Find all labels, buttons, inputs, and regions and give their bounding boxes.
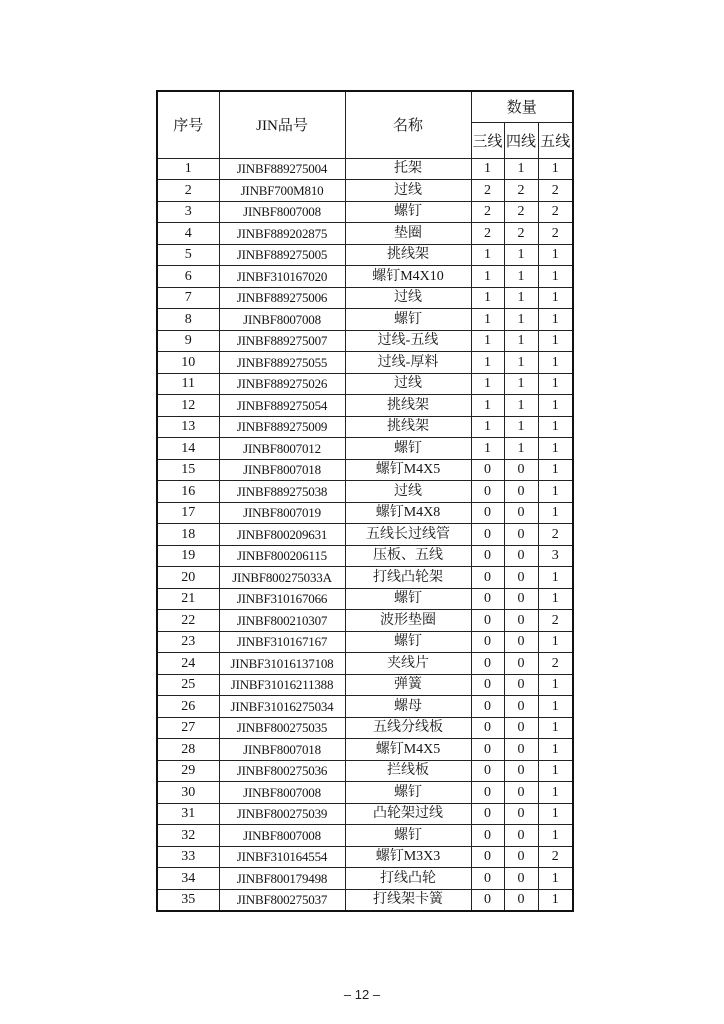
table-row: [157, 502, 573, 524]
qty-three-thread-cell: 0: [471, 567, 504, 589]
row-number-cell: 25: [157, 674, 219, 696]
qty-five-thread-cell: 1: [538, 309, 573, 331]
part-name-cell: 过线-五线: [345, 330, 471, 352]
part-name-cell: 螺钉: [345, 201, 471, 223]
row-number-cell: 6: [157, 266, 219, 288]
qty-three-thread-cell: 1: [471, 330, 504, 352]
qty-four-thread-cell: 0: [504, 717, 538, 739]
qty-five-thread-cell: 2: [538, 223, 573, 245]
qty-five-thread-cell: 1: [538, 459, 573, 481]
qty-three-thread-cell: 0: [471, 502, 504, 524]
qty-four-thread-cell: 0: [504, 545, 538, 567]
part-name-cell: 螺钉: [345, 631, 471, 653]
qty-three-thread-cell: 0: [471, 545, 504, 567]
table-row: [157, 180, 573, 202]
row-number-cell: 17: [157, 502, 219, 524]
jin-part-number-cell: JINBF889275054: [219, 395, 345, 417]
jin-part-number-cell: JINBF31016211388: [219, 674, 345, 696]
qty-four-thread-cell: 0: [504, 653, 538, 675]
jin-part-number-cell: JINBF31016275034: [219, 696, 345, 718]
part-name-cell: 螺钉: [345, 782, 471, 804]
row-number-cell: 19: [157, 545, 219, 567]
qty-four-thread-cell: 0: [504, 782, 538, 804]
qty-five-thread-cell: 2: [538, 524, 573, 546]
qty-five-thread-cell: 1: [538, 416, 573, 438]
row-number-cell: 22: [157, 610, 219, 632]
qty-four-thread-cell: 1: [504, 373, 538, 395]
qty-four-thread-cell: 0: [504, 674, 538, 696]
row-number-cell: 20: [157, 567, 219, 589]
part-name-cell: 波形垫圈: [345, 610, 471, 632]
parts-table: [156, 90, 574, 912]
part-name-cell: 打线凸轮: [345, 868, 471, 890]
jin-part-number-cell: JINBF800179498: [219, 868, 345, 890]
qty-four-thread-cell: 0: [504, 825, 538, 847]
row-number-cell: 1: [157, 158, 219, 180]
jin-part-number-cell: JINBF889202875: [219, 223, 345, 245]
table-row: [157, 868, 573, 890]
part-name-cell: 垫圈: [345, 223, 471, 245]
header-three-thread: 三线: [471, 122, 504, 158]
table-row: [157, 244, 573, 266]
qty-three-thread-cell: 0: [471, 674, 504, 696]
qty-five-thread-cell: 1: [538, 782, 573, 804]
jin-part-number-cell: JINBF31016137108: [219, 653, 345, 675]
qty-four-thread-cell: 0: [504, 481, 538, 503]
qty-four-thread-cell: 0: [504, 868, 538, 890]
row-number-cell: 10: [157, 352, 219, 374]
qty-three-thread-cell: 2: [471, 223, 504, 245]
row-number-cell: 33: [157, 846, 219, 868]
jin-part-number-cell: JINBF800275037: [219, 889, 345, 911]
jin-part-number-cell: JINBF800275033A: [219, 567, 345, 589]
table-row: [157, 395, 573, 417]
qty-five-thread-cell: 1: [538, 631, 573, 653]
qty-four-thread-cell: 2: [504, 223, 538, 245]
table-row: [157, 545, 573, 567]
qty-four-thread-cell: 0: [504, 459, 538, 481]
jin-part-number-cell: JINBF889275006: [219, 287, 345, 309]
table-row: [157, 889, 573, 911]
table-row: [157, 309, 573, 331]
qty-three-thread-cell: 1: [471, 352, 504, 374]
row-number-cell: 14: [157, 438, 219, 460]
qty-three-thread-cell: 0: [471, 717, 504, 739]
qty-five-thread-cell: 1: [538, 373, 573, 395]
row-number-cell: 32: [157, 825, 219, 847]
qty-five-thread-cell: 1: [538, 739, 573, 761]
part-name-cell: 过线: [345, 373, 471, 395]
table-row: [157, 567, 573, 589]
jin-part-number-cell: JINBF700M810: [219, 180, 345, 202]
part-name-cell: 托架: [345, 158, 471, 180]
header-four-thread: 四线: [504, 122, 538, 158]
qty-four-thread-cell: 1: [504, 438, 538, 460]
part-name-cell: 过线: [345, 481, 471, 503]
jin-part-number-cell: JINBF310164554: [219, 846, 345, 868]
jin-part-number-cell: JINBF8007008: [219, 782, 345, 804]
table-row: [157, 610, 573, 632]
qty-four-thread-cell: 2: [504, 180, 538, 202]
qty-five-thread-cell: 1: [538, 502, 573, 524]
part-name-cell: 螺钉M4X5: [345, 739, 471, 761]
jin-part-number-cell: JINBF889275055: [219, 352, 345, 374]
jin-part-number-cell: JINBF8007008: [219, 309, 345, 331]
row-number-cell: 30: [157, 782, 219, 804]
qty-three-thread-cell: 1: [471, 287, 504, 309]
part-name-cell: 挑线架: [345, 395, 471, 417]
qty-five-thread-cell: 2: [538, 846, 573, 868]
qty-five-thread-cell: 1: [538, 567, 573, 589]
jin-part-number-cell: JINBF800275035: [219, 717, 345, 739]
qty-three-thread-cell: 1: [471, 266, 504, 288]
qty-four-thread-cell: 0: [504, 739, 538, 761]
table-row: [157, 352, 573, 374]
qty-three-thread-cell: 0: [471, 825, 504, 847]
qty-four-thread-cell: 1: [504, 158, 538, 180]
part-name-cell: 挑线架: [345, 244, 471, 266]
qty-five-thread-cell: 1: [538, 588, 573, 610]
qty-three-thread-cell: 0: [471, 868, 504, 890]
qty-three-thread-cell: 1: [471, 438, 504, 460]
qty-three-thread-cell: 2: [471, 201, 504, 223]
qty-five-thread-cell: 1: [538, 330, 573, 352]
table-row: [157, 653, 573, 675]
qty-three-thread-cell: 2: [471, 180, 504, 202]
part-name-cell: 螺钉M3X3: [345, 846, 471, 868]
qty-three-thread-cell: 0: [471, 846, 504, 868]
table-row: [157, 416, 573, 438]
table-row: [157, 803, 573, 825]
table-row: [157, 373, 573, 395]
qty-four-thread-cell: 0: [504, 567, 538, 589]
qty-three-thread-cell: 1: [471, 309, 504, 331]
jin-part-number-cell: JINBF8007018: [219, 459, 345, 481]
qty-four-thread-cell: 1: [504, 244, 538, 266]
page-number: – 12 –: [343, 987, 381, 1002]
table-row: [157, 739, 573, 761]
part-name-cell: 过线-厚料: [345, 352, 471, 374]
part-name-cell: 过线: [345, 287, 471, 309]
qty-four-thread-cell: 0: [504, 760, 538, 782]
header-quantity: 数量: [471, 91, 573, 122]
qty-four-thread-cell: 1: [504, 416, 538, 438]
qty-four-thread-cell: 1: [504, 330, 538, 352]
table-row: [157, 438, 573, 460]
table-header: [157, 91, 573, 158]
part-name-cell: 螺钉M4X5: [345, 459, 471, 481]
qty-three-thread-cell: 1: [471, 158, 504, 180]
qty-five-thread-cell: 2: [538, 610, 573, 632]
qty-three-thread-cell: 1: [471, 416, 504, 438]
table-row: [157, 287, 573, 309]
part-name-cell: 过线: [345, 180, 471, 202]
table-row: [157, 825, 573, 847]
part-name-cell: 拦线板: [345, 760, 471, 782]
table-row: [157, 782, 573, 804]
qty-five-thread-cell: 1: [538, 287, 573, 309]
row-number-cell: 23: [157, 631, 219, 653]
qty-five-thread-cell: 1: [538, 803, 573, 825]
row-number-cell: 3: [157, 201, 219, 223]
part-name-cell: 弹簧: [345, 674, 471, 696]
table-row: [157, 696, 573, 718]
table-row: [157, 760, 573, 782]
jin-part-number-cell: JINBF889275004: [219, 158, 345, 180]
part-name-cell: 凸轮架过线: [345, 803, 471, 825]
jin-part-number-cell: JINBF800206115: [219, 545, 345, 567]
row-number-cell: 2: [157, 180, 219, 202]
table-row: [157, 674, 573, 696]
qty-four-thread-cell: 1: [504, 395, 538, 417]
header-five-thread: 五线: [538, 122, 573, 158]
qty-four-thread-cell: 0: [504, 610, 538, 632]
qty-four-thread-cell: 2: [504, 201, 538, 223]
jin-part-number-cell: JINBF889275026: [219, 373, 345, 395]
jin-part-number-cell: JINBF889275009: [219, 416, 345, 438]
row-number-cell: 26: [157, 696, 219, 718]
table-row: [157, 266, 573, 288]
jin-part-number-cell: JINBF800209631: [219, 524, 345, 546]
row-number-cell: 21: [157, 588, 219, 610]
row-number-cell: 34: [157, 868, 219, 890]
row-number-cell: 4: [157, 223, 219, 245]
row-number-cell: 16: [157, 481, 219, 503]
qty-four-thread-cell: 0: [504, 846, 538, 868]
qty-three-thread-cell: 0: [471, 739, 504, 761]
qty-three-thread-cell: 0: [471, 524, 504, 546]
table-row: [157, 330, 573, 352]
qty-five-thread-cell: 1: [538, 674, 573, 696]
qty-three-thread-cell: 0: [471, 696, 504, 718]
row-number-cell: 9: [157, 330, 219, 352]
part-name-cell: 五线分线板: [345, 717, 471, 739]
row-number-cell: 5: [157, 244, 219, 266]
qty-three-thread-cell: 0: [471, 889, 504, 911]
part-name-cell: 压板、五线: [345, 545, 471, 567]
qty-three-thread-cell: 0: [471, 459, 504, 481]
table-row: [157, 201, 573, 223]
jin-part-number-cell: JINBF889275005: [219, 244, 345, 266]
row-number-cell: 7: [157, 287, 219, 309]
jin-part-number-cell: JINBF8007008: [219, 201, 345, 223]
qty-five-thread-cell: 2: [538, 201, 573, 223]
qty-three-thread-cell: 0: [471, 653, 504, 675]
jin-part-number-cell: JINBF310167167: [219, 631, 345, 653]
qty-three-thread-cell: 1: [471, 395, 504, 417]
qty-five-thread-cell: 1: [538, 438, 573, 460]
qty-five-thread-cell: 1: [538, 352, 573, 374]
part-name-cell: 螺钉M4X8: [345, 502, 471, 524]
row-number-cell: 18: [157, 524, 219, 546]
table-row: [157, 717, 573, 739]
table-row: [157, 524, 573, 546]
table-row: [157, 481, 573, 503]
part-name-cell: 打线凸轮架: [345, 567, 471, 589]
row-number-cell: 8: [157, 309, 219, 331]
header-jin-part-number: JIN品号: [219, 91, 345, 158]
row-number-cell: 28: [157, 739, 219, 761]
qty-five-thread-cell: 3: [538, 545, 573, 567]
qty-five-thread-cell: 1: [538, 244, 573, 266]
part-name-cell: 夹线片: [345, 653, 471, 675]
table-row: [157, 588, 573, 610]
part-name-cell: 螺钉: [345, 438, 471, 460]
table-row: [157, 846, 573, 868]
qty-five-thread-cell: 1: [538, 158, 573, 180]
qty-three-thread-cell: 1: [471, 373, 504, 395]
qty-four-thread-cell: 1: [504, 287, 538, 309]
row-number-cell: 27: [157, 717, 219, 739]
jin-part-number-cell: JINBF889275038: [219, 481, 345, 503]
row-number-cell: 35: [157, 889, 219, 911]
part-name-cell: 螺母: [345, 696, 471, 718]
row-number-cell: 12: [157, 395, 219, 417]
qty-four-thread-cell: 1: [504, 352, 538, 374]
table-row: [157, 459, 573, 481]
row-number-cell: 15: [157, 459, 219, 481]
jin-part-number-cell: JINBF889275007: [219, 330, 345, 352]
jin-part-number-cell: JINBF800275036: [219, 760, 345, 782]
qty-five-thread-cell: 1: [538, 481, 573, 503]
qty-five-thread-cell: 1: [538, 760, 573, 782]
header-part-name: 名称: [345, 91, 471, 158]
qty-three-thread-cell: 0: [471, 760, 504, 782]
header-serial-number: 序号: [157, 91, 219, 158]
part-name-cell: 打线架卡簧: [345, 889, 471, 911]
part-name-cell: 螺钉: [345, 825, 471, 847]
qty-four-thread-cell: 0: [504, 524, 538, 546]
jin-part-number-cell: JINBF310167020: [219, 266, 345, 288]
table-row: [157, 158, 573, 180]
table-body: [157, 158, 573, 911]
qty-five-thread-cell: 1: [538, 889, 573, 911]
qty-three-thread-cell: 0: [471, 481, 504, 503]
qty-five-thread-cell: 2: [538, 180, 573, 202]
qty-three-thread-cell: 0: [471, 803, 504, 825]
qty-three-thread-cell: 0: [471, 588, 504, 610]
jin-part-number-cell: JINBF8007019: [219, 502, 345, 524]
row-number-cell: 24: [157, 653, 219, 675]
qty-four-thread-cell: 1: [504, 309, 538, 331]
part-name-cell: 螺钉: [345, 588, 471, 610]
qty-three-thread-cell: 0: [471, 631, 504, 653]
jin-part-number-cell: JINBF310167066: [219, 588, 345, 610]
row-number-cell: 13: [157, 416, 219, 438]
qty-four-thread-cell: 0: [504, 631, 538, 653]
qty-five-thread-cell: 1: [538, 266, 573, 288]
jin-part-number-cell: JINBF8007012: [219, 438, 345, 460]
table-row: [157, 223, 573, 245]
qty-four-thread-cell: 0: [504, 803, 538, 825]
qty-five-thread-cell: 1: [538, 868, 573, 890]
qty-four-thread-cell: 1: [504, 266, 538, 288]
part-name-cell: 螺钉: [345, 309, 471, 331]
qty-five-thread-cell: 2: [538, 653, 573, 675]
part-name-cell: 五线长过线管: [345, 524, 471, 546]
qty-five-thread-cell: 1: [538, 717, 573, 739]
table-row: [157, 631, 573, 653]
jin-part-number-cell: JINBF800210307: [219, 610, 345, 632]
row-number-cell: 11: [157, 373, 219, 395]
part-name-cell: 螺钉M4X10: [345, 266, 471, 288]
qty-four-thread-cell: 0: [504, 588, 538, 610]
qty-five-thread-cell: 1: [538, 696, 573, 718]
jin-part-number-cell: JINBF800275039: [219, 803, 345, 825]
qty-five-thread-cell: 1: [538, 395, 573, 417]
header-row: [157, 91, 573, 122]
jin-part-number-cell: JINBF8007008: [219, 825, 345, 847]
qty-three-thread-cell: 0: [471, 782, 504, 804]
qty-three-thread-cell: 0: [471, 610, 504, 632]
qty-four-thread-cell: 0: [504, 502, 538, 524]
part-name-cell: 挑线架: [345, 416, 471, 438]
qty-three-thread-cell: 1: [471, 244, 504, 266]
row-number-cell: 31: [157, 803, 219, 825]
row-number-cell: 29: [157, 760, 219, 782]
qty-five-thread-cell: 1: [538, 825, 573, 847]
qty-four-thread-cell: 0: [504, 889, 538, 911]
jin-part-number-cell: JINBF8007018: [219, 739, 345, 761]
qty-four-thread-cell: 0: [504, 696, 538, 718]
